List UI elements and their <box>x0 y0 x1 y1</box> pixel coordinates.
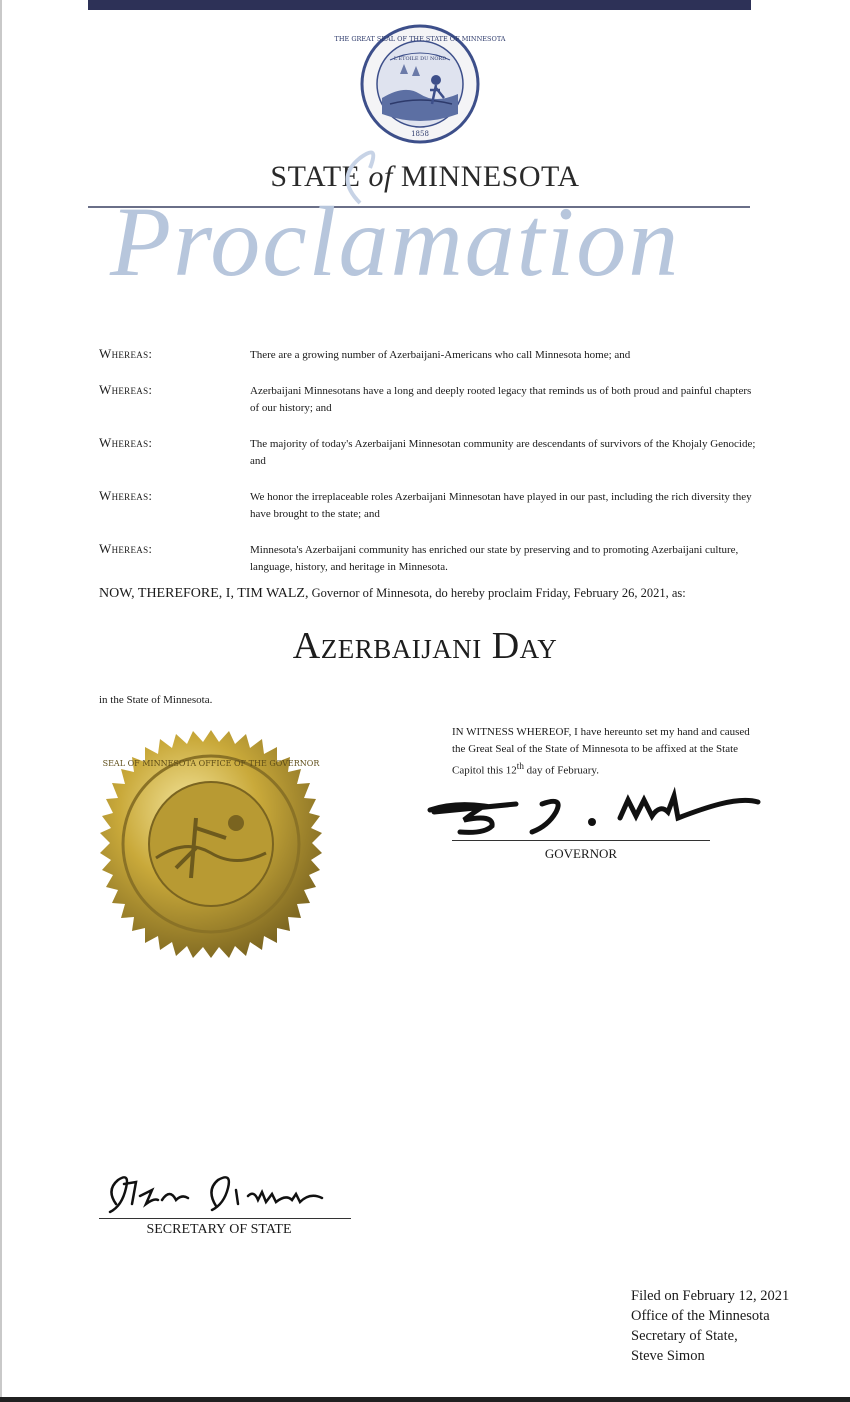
state-title-of: of <box>368 160 393 193</box>
governor-signature-line <box>452 840 710 841</box>
whereas-keyword: Whereas: <box>99 435 153 450</box>
state-title-part2: MINNESOTA <box>400 160 580 193</box>
state-title-part1: STATE <box>270 160 369 193</box>
governor-signature <box>424 782 764 842</box>
page-border-bottom <box>0 1397 850 1402</box>
proclamation-rest: Governor of Minnesota, do hereby proclaim Friday, February 26, 2021, as: <box>308 586 686 600</box>
svg-text:L'ETOILE DU NORD: L'ETOILE DU NORD <box>393 56 447 62</box>
gold-governor-seal-icon <box>96 728 326 960</box>
secretary-label: SECRETARY OF STATE <box>146 1222 292 1237</box>
proclamation-heading: Proclamation <box>110 186 681 297</box>
witness-text-end: day of February. <box>523 764 599 777</box>
whereas-keyword: Whereas: <box>99 382 153 397</box>
whereas-clause <box>99 541 759 576</box>
whereas-text: We honor the irreplaceable roles Azerbaijani Minnesotan have played in our past, including the rich diversity they have brought to the state; and <box>250 491 752 520</box>
secretary-signature-line <box>99 1218 351 1219</box>
whereas-keyword: Whereas: <box>99 488 153 503</box>
proclamation-lead: NOW, THEREFORE, I, TIM WALZ, <box>99 586 309 601</box>
witness-statement <box>452 724 752 780</box>
whereas-keyword: Whereas: <box>99 346 153 361</box>
whereas-text: Minnesota's Azerbaijani community has enriched our state by preserving and to promoting Azerbaijani culture, language, history, and heritage in Minnesota. <box>250 544 739 573</box>
filing-line: Office of the Minnesota <box>631 1308 770 1324</box>
whereas-clauses <box>99 346 759 594</box>
top-accent-bar <box>88 0 751 10</box>
filing-line: Secretary of State, <box>631 1328 738 1344</box>
whereas-clause <box>99 382 759 417</box>
witness-ordinal: th <box>516 761 524 771</box>
secretary-signature <box>96 1160 356 1220</box>
in-state-text: in the State of Minnesota. <box>99 694 213 706</box>
page-border-left <box>0 0 2 1402</box>
whereas-keyword: Whereas: <box>99 541 153 556</box>
whereas-clause <box>99 346 759 364</box>
filing-line: Filed on February 12, 2021 <box>631 1288 790 1304</box>
svg-text:1858: 1858 <box>411 130 429 138</box>
whereas-text: Azerbaijani Minnesotans have a long and deeply rooted legacy that reminds us of both proud and painful chapters of our history; and <box>250 385 752 414</box>
whereas-clause <box>99 488 759 523</box>
svg-text:THE GREAT SEAL OF THE STATE OF: THE GREAT SEAL OF THE STATE OF MINNESOTA <box>334 35 506 43</box>
witness-text: IN WITNESS WHEREOF, I have hereunto set my hand and caused the Great Seal of the State of Minnesota to be affixed at the State Capitol this 12 <box>452 726 750 777</box>
proclamation-statement <box>99 586 799 602</box>
svg-text:SEAL OF MINNESOTA OFFICE OF TH: SEAL OF MINNESOTA OFFICE OF THE GOVERNOR <box>102 759 320 768</box>
whereas-text: There are a growing number of Azerbaijani-Americans who call Minnesota home; and <box>250 349 631 361</box>
governor-label: GOVERNOR <box>544 846 618 861</box>
filing-line: Steve Simon <box>631 1348 705 1364</box>
filing-note <box>631 1286 841 1366</box>
whereas-text: The majority of today's Azerbaijani Minnesotan community are descendants of survivors of the Khojaly Genocide; and <box>250 438 756 467</box>
great-seal-of-minnesota-icon <box>334 24 506 144</box>
proclaimed-day-title: Azerbaijani Day <box>292 625 558 667</box>
whereas-clause <box>99 435 759 470</box>
